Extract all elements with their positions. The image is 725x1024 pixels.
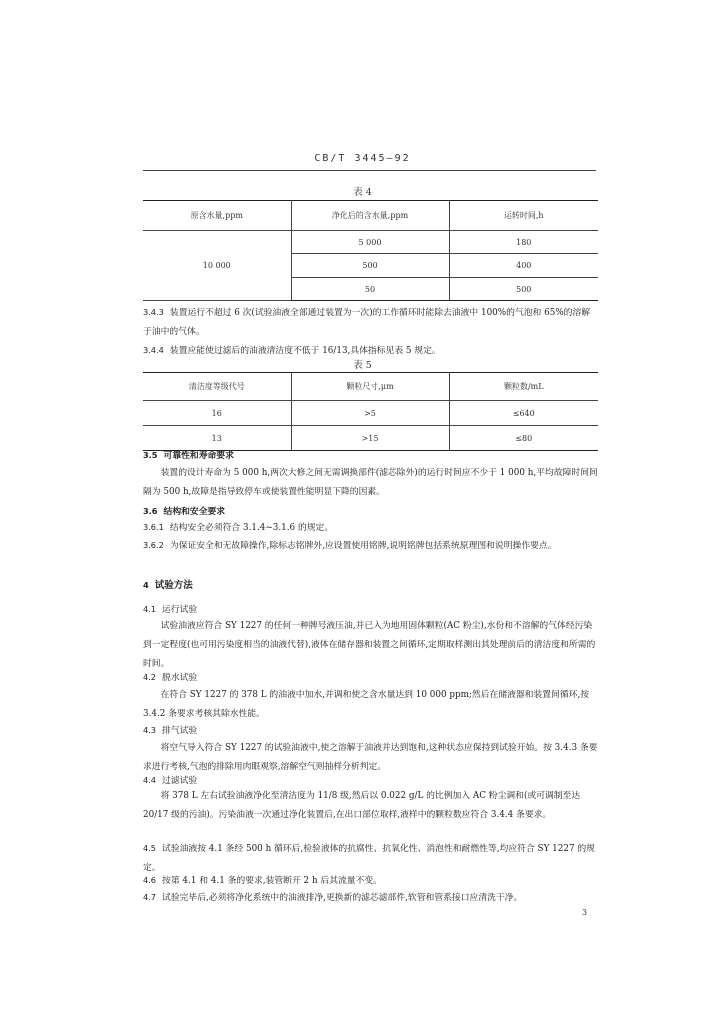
section-number: 4.4: [143, 775, 157, 785]
section-3-6-2: [143, 536, 598, 556]
section-text: 试验油液按 4.1 条经 500 h 循环后,检验液体的抗腐性、抗氧化性、消泡性和耐燃性等,均应符合 SY 1227 的规定。: [143, 844, 595, 873]
section-number: 4.5: [143, 843, 157, 853]
table-cell: 13: [143, 426, 291, 451]
section-text: 按第 4.1 和 4.1 条的要求,装管断开 2 h 后其流量不变。: [162, 876, 382, 886]
table-cell: 400: [449, 254, 598, 278]
table4-caption: 表 4: [353, 187, 372, 198]
section-text: 结构安全必须符合 3.1.4~3.1.6 的规定。: [169, 523, 334, 533]
table4-group-cell: 10 000: [143, 231, 291, 301]
section-number: 3.4.4: [143, 345, 164, 355]
section-4-heading: [143, 577, 193, 591]
table5-col2-header: 颗粒尺寸,μm: [291, 373, 449, 401]
section-title: 试验方法: [154, 580, 193, 591]
section-number: 4.2: [143, 672, 157, 682]
table-cell: 5 000: [291, 231, 449, 254]
table4-header-row: [143, 201, 598, 231]
section-number: 4.3: [143, 725, 157, 735]
section-4-2-heading: [143, 668, 598, 688]
section-text: 为保证安全和无故障操作,除标志铭牌外,应设置使用铭牌,说明铭牌包括系统原理图和说明操作要点。: [169, 541, 557, 551]
section-title: 可靠性和寿命要求: [163, 451, 234, 461]
standard-code-header: CB/T 3445—92: [314, 153, 411, 164]
section-number: 3.6: [143, 506, 158, 516]
section-number: 3.5: [143, 450, 158, 460]
section-3-5-heading: [143, 446, 598, 466]
section-4-1-body: 试验油液应符合 SY 1227 的任何一种牌号液压油,并已入为地用固体颗粒(AC 粉尘),水份和不溶解的气体经污染到一定程度(也可用污染度相当的油液代替),液体在储存器和装置之间循环,定期取样测出其处理前后的清洁度和所需的时间。: [143, 621, 596, 669]
table-cell: 50: [291, 278, 449, 301]
table5-header-row: [143, 373, 598, 401]
section-title: 脱水试验: [162, 673, 198, 683]
section-3-4-3: [143, 303, 598, 342]
table-cell: ≤80: [449, 426, 598, 451]
table-cell: >5: [291, 401, 449, 426]
table5-caption: 表 5: [353, 360, 372, 371]
page-number: 3: [582, 908, 588, 917]
section-text: 装置应能使过滤后的油液清洁度不低于 16/13,具体指标见表 5 规定。: [169, 346, 441, 356]
table4-col2-header: 净化后的含水量,ppm: [291, 201, 449, 231]
section-3-5-body: 装置的设计寿命为 5 000 h,两次大修之间无需调换部件(滤芯除外)的运行时间应不少于 1 000 h,平均故障时间间隔为 500 h,故障是指导致停车或使装置性能明显下降的因素。: [143, 468, 598, 497]
table5: [143, 372, 598, 451]
section-4-4-body: 将 378 L 左右试验油液净化至清洁度为 11/8 级,然后以 0.022 g/L 的比例加入 AC 粉尘调和(或可调制至达 20/17 级的污油)。污染油液一次通过净化装置后,在出口部位取样,液样中的颗粒数应符合 3.4.4 条要求。: [143, 791, 581, 820]
section-title: 结构和安全要求: [163, 507, 226, 517]
table-cell: 16: [143, 401, 291, 426]
table5-col3-header: 颗粒数/mL: [449, 373, 598, 401]
section-3-6-1: [143, 518, 598, 538]
section-title: 排气试验: [162, 726, 198, 736]
section-number: 3.4.3: [143, 307, 164, 317]
table-cell: 500: [291, 254, 449, 278]
section-4-3-body: 将空气导入符合 SY 1227 的试验油液中,使之溶解于油液并达到饱和,这种状态应保持到试验开始。按 3.4.3 条要求进行考核,气泡的排除用肉眼观察,溶解空气则抽样分析判定。: [143, 743, 598, 772]
section-text: 试验完毕后,必须将净化系统中的油液排净,更换新的滤芯滤部件,软管和管系接口应清洗干净。: [162, 893, 523, 903]
section-4-3-heading: [143, 721, 598, 741]
table4-col3-header: 运转时间,h: [449, 201, 598, 231]
table5-col1-header: 清洁度等级代号: [143, 373, 291, 401]
section-title: 过滤试验: [162, 776, 198, 786]
table4: [143, 200, 598, 301]
table-row: [143, 231, 598, 254]
table-cell: 180: [449, 231, 598, 254]
section-number: 3.6.1: [143, 522, 164, 532]
table4-col1-header: 原含水量,ppm: [143, 201, 291, 231]
section-4-7: [143, 888, 598, 908]
table-cell: 500: [449, 278, 598, 301]
header-rule: [143, 170, 596, 171]
section-number: 4.7: [143, 892, 157, 902]
section-4-2-body: 在符合 SY 1227 的 378 L 的油液中加水,并调和使之含水量达到 10 000 ppm;然后在储液器和装置间循环,按 3.4.2 条要求考核其除水性能。: [143, 690, 590, 719]
section-number: 4.1: [143, 604, 157, 614]
table-row: [143, 401, 598, 426]
section-number: 4.6: [143, 875, 157, 885]
section-title: 运行试验: [162, 605, 198, 615]
section-number: 3.6.2: [143, 540, 164, 550]
table-cell: >15: [291, 426, 449, 451]
table-cell: ≤640: [449, 401, 598, 426]
section-number: 4: [143, 580, 149, 590]
section-text: 装置运行不超过 6 次(试验油液全部通过装置为一次)的工作循环时能除去油液中 100%的气泡和 65%的溶解于油中的气体。: [143, 308, 591, 337]
